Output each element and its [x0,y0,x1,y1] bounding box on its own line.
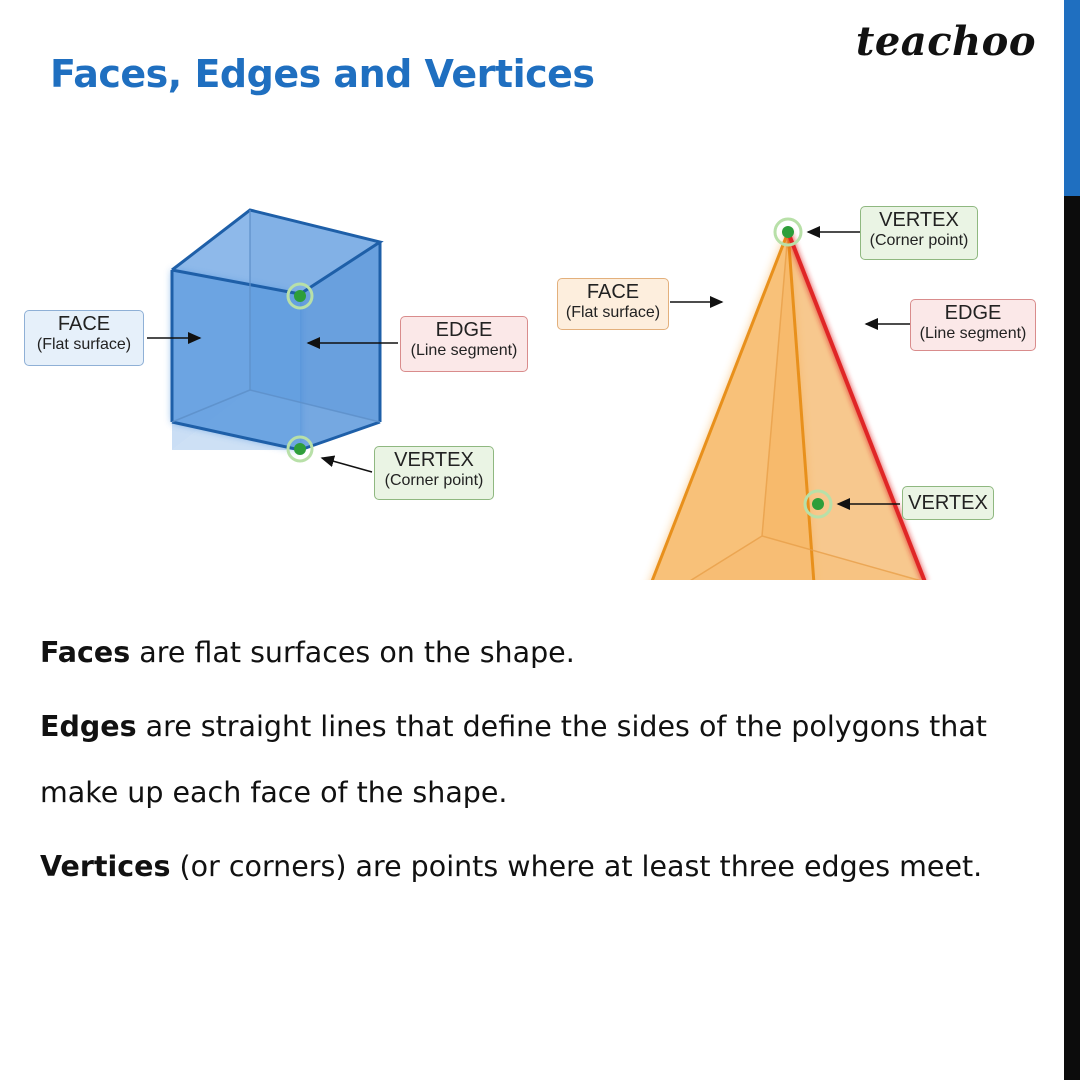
definition-vertices-text: (or corners) are points where at least three edges meet. [170,850,983,883]
cube-front-face [172,270,300,450]
definition-vertices [40,834,1020,900]
cube-vertex-arrow [322,458,372,472]
definition-edges [40,694,1020,826]
right-accent-bar [1064,0,1080,196]
cube-vertex-label: VERTEX (Corner point) [374,446,494,500]
diagram-area [0,160,1064,580]
teachoo-logo: teachoo [855,18,1036,65]
pyramid-bottom-vertex-label: VERTEX [902,486,994,520]
pyramid-face-label: FACE (Flat surface) [557,278,669,330]
definition-edges-text: are straight lines that define the sides of the polygons that make up each face of the shape. [40,710,987,809]
term-faces: Faces [40,636,131,669]
cube-face-label: FACE (Flat surface) [24,310,144,366]
page-title: Faces, Edges and Vertices [50,52,595,96]
pyramid-top-vertex-label: VERTEX (Corner point) [860,206,978,260]
cube-edge-label: EDGE (Line segment) [400,316,528,372]
pyramid-edge-label: EDGE (Line segment) [910,299,1036,351]
definitions [40,620,1020,900]
pyramid-shape [640,219,925,580]
cube-shape [172,210,380,461]
term-vertices: Vertices [40,850,171,883]
term-edges: Edges [40,710,137,743]
definition-faces-text: are flat surfaces on the shape. [130,636,575,669]
definition-faces [40,620,1020,686]
